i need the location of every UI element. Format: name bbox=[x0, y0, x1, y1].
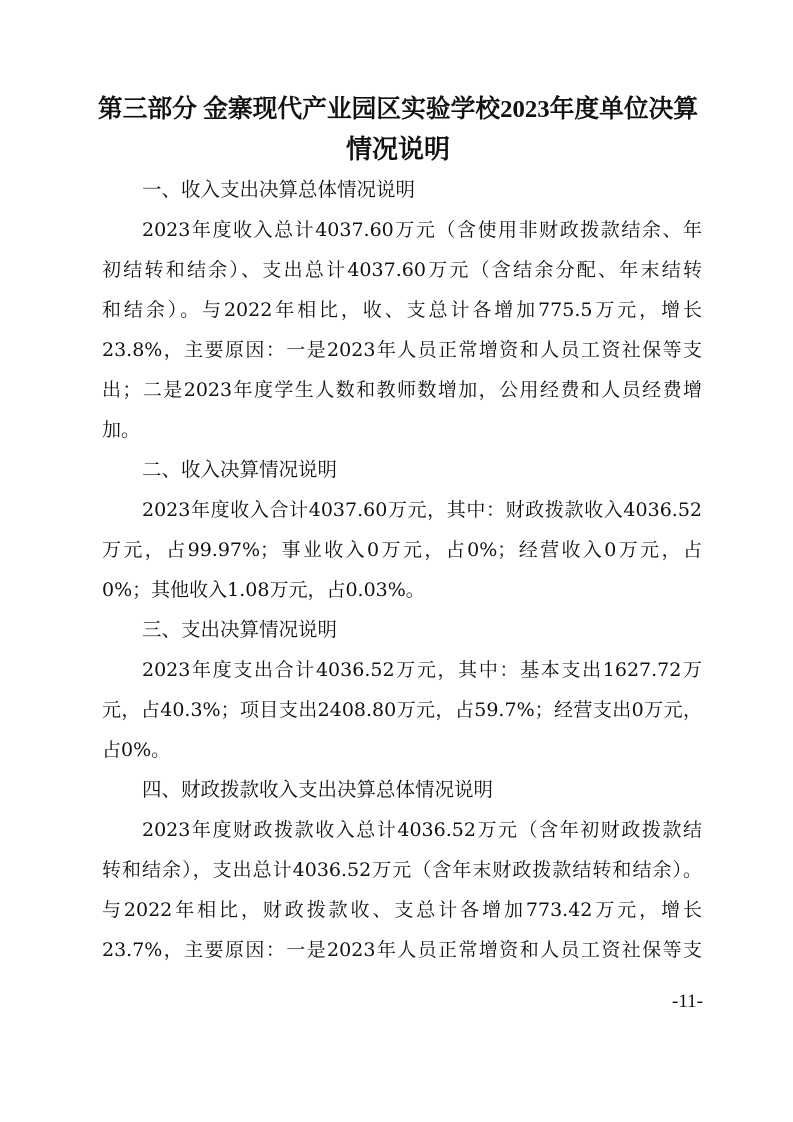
paragraph-line: 元，占40.3%；项目支出2408.80万元，占59.7%；经营支出0万元， bbox=[102, 699, 702, 721]
paragraph-line: 和结余）。与2022年相比，收、支总计各增加775.5万元，增长 bbox=[102, 299, 702, 321]
paragraph-line: 万元，占99.97%；事业收入0万元，占0%；经营收入0万元，占 bbox=[102, 539, 702, 561]
paragraph-line: 23.7%，主要原因：一是2023年人员正常增资和人员工资社保等支 bbox=[102, 939, 702, 961]
section-heading-3: 三、支出决算情况说明 bbox=[142, 618, 338, 641]
section-heading-4: 四、财政拨款收入支出决算总体情况说明 bbox=[142, 778, 494, 801]
paragraph-line: 加。 bbox=[102, 419, 141, 441]
paragraph-line: 2023年度支出合计4036.52万元，其中：基本支出1627.72万 bbox=[142, 659, 702, 681]
document-title-line-1: 第三部分 金寨现代产业园区实验学校2023年度单位决算 bbox=[97, 96, 699, 123]
document-title-line-2: 情况说明 bbox=[345, 135, 450, 164]
paragraph-line: 0%；其他收入1.08万元，占0.03%。 bbox=[102, 579, 425, 601]
section-heading-2: 二、收入决算情况说明 bbox=[142, 458, 338, 481]
paragraph-line: 23.8%，主要原因：一是2023年人员正常增资和人员工资社保等支 bbox=[102, 339, 702, 361]
paragraph-line: 占0%。 bbox=[102, 739, 171, 761]
paragraph-line: 2023年度收入合计4037.60万元，其中：财政拨款收入4036.52 bbox=[142, 499, 702, 521]
paragraph-line: 出；二是2023年度学生人数和教师数增加，公用经费和人员经费增 bbox=[102, 379, 702, 401]
paragraph-line: 初结转和结余）、支出总计4037.60万元（含结余分配、年末结转 bbox=[102, 259, 702, 281]
page-number: -11- bbox=[672, 991, 703, 1012]
section-heading-1: 一、收入支出决算总体情况说明 bbox=[142, 178, 416, 201]
paragraph-line: 与2022年相比，财政拨款收、支总计各增加773.42万元，增长 bbox=[102, 899, 702, 921]
paragraph-line: 2023年度财政拨款收入总计4036.52万元（含年初财政拨款结 bbox=[142, 819, 702, 841]
paragraph-line: 2023年度收入总计4037.60万元（含使用非财政拨款结余、年 bbox=[142, 219, 702, 241]
paragraph-line: 转和结余），支出总计4036.52万元（含年末财政拨款结转和结余）。 bbox=[102, 859, 702, 881]
